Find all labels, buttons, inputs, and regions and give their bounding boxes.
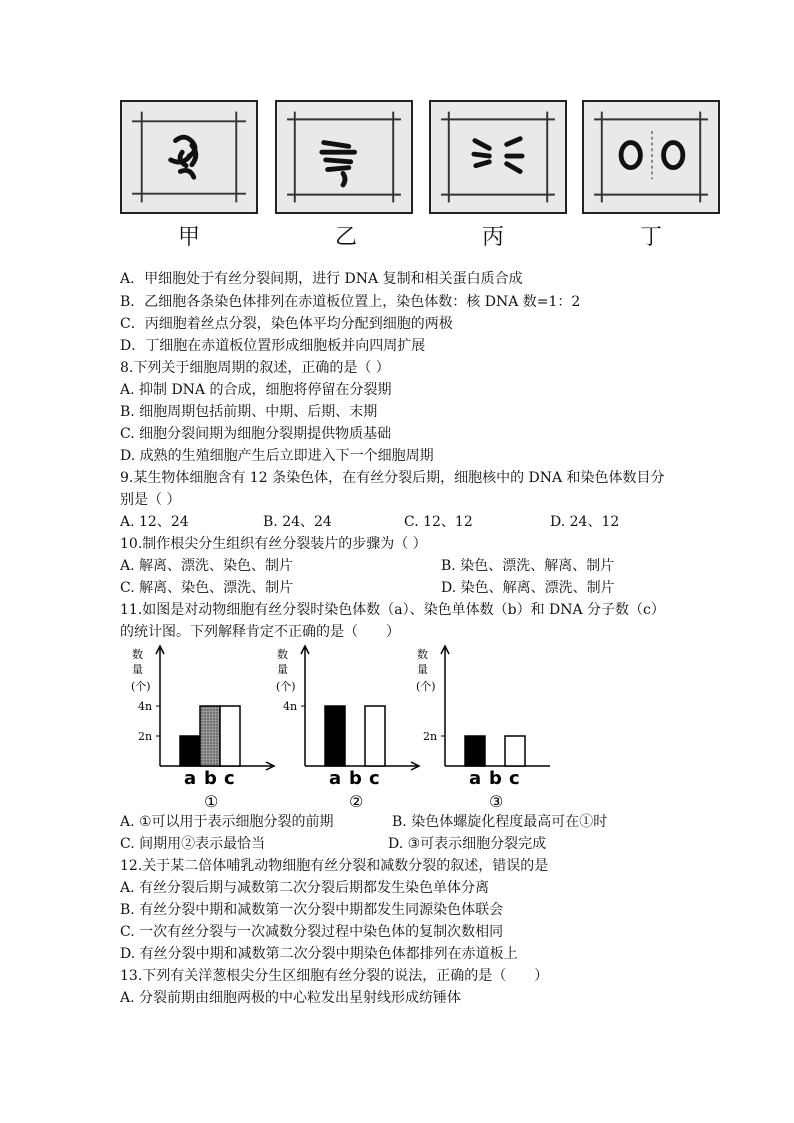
q9-option-c: C. 12、12: [404, 514, 473, 530]
q7-option-d: D．丁细胞在赤道板位置形成细胞板并向四周扩展: [120, 338, 426, 354]
q10-option-b: B. 染色、漂洗、解离、制片: [441, 558, 615, 574]
q8-option-d: D. 成熟的生殖细胞产生后立即进入下一个细胞周期: [120, 448, 434, 464]
q10-option-a: A. 解离、漂洗、染色、制片: [120, 558, 294, 574]
chart-ytick-label: 2n: [423, 730, 438, 743]
chart-bar: [505, 736, 525, 766]
chart-bar: [325, 706, 345, 766]
q10-stem: 10.制作根尖分生组织有丝分裂装片的步骤为（ ）: [120, 536, 427, 552]
chart-ytick-label: 4n: [138, 700, 153, 713]
chart-bar: [180, 736, 200, 766]
q9-option-b: B. 24、24: [263, 514, 332, 530]
q11-charts: [120, 640, 550, 810]
q11-option-b: B. 染色体螺旋化程度最高可在①时: [392, 814, 608, 830]
q8-option-c: C. 细胞分裂间期为细胞分裂期提供物质基础: [120, 426, 392, 442]
chart-category-label: a: [184, 768, 197, 789]
chart-ylabel: (个): [131, 680, 151, 693]
chart-category-label: c: [509, 768, 520, 789]
chart-bar: [200, 706, 220, 766]
q12-option-d: D. 有丝分裂中期和减数第二次分裂中期染色体都排列在赤道板上: [120, 946, 518, 962]
cell-label-bing: 丙: [482, 225, 505, 250]
q12-option-b: B. 有丝分裂中期和减数第一次分裂中期都发生同源染色体联会: [120, 902, 504, 918]
cell-label-ding: 丁: [640, 225, 663, 250]
q8-option-b: B. 细胞周期包括前期、中期、后期、末期: [120, 404, 378, 420]
q10-option-d: D. 染色、解离、漂洗、制片: [441, 580, 615, 596]
chart-category-label: a: [329, 768, 342, 789]
chart-ylabel: 量: [132, 663, 143, 676]
cell-image-ding: [582, 100, 720, 214]
q11-chart-svg: [120, 640, 550, 810]
q7-option-a: A．甲细胞处于有丝分裂间期，进行 DNA 复制和相关蛋白质合成: [120, 271, 523, 287]
q11-stem-line2: 的统计图。下列解释肯定不正确的是（ ）: [120, 624, 400, 640]
q12-option-c: C. 一次有丝分裂与一次减数分裂过程中染色体的复制次数相同: [120, 924, 504, 940]
q9-stem-line1: 9.某生物体细胞含有 12 条染色体，在有丝分裂后期，细胞核中的 DNA 和染色体数目分: [120, 470, 665, 486]
q9-option-d: D. 24、12: [550, 514, 620, 530]
chart-ylabel: 数: [417, 648, 428, 661]
q11-stem-line1: 11.如图是对动物细胞有丝分裂时染色体数（a）、染色单体数（b）和 DNA 分子数（c）: [120, 602, 665, 618]
chart-category-label: c: [224, 768, 235, 789]
chart-bar: [465, 736, 485, 766]
chart-ylabel: 数: [132, 648, 143, 661]
cell-image-yi: [275, 100, 413, 214]
q11-option-d: D. ③可表示细胞分裂完成: [388, 836, 547, 852]
q7-option-b: B．乙细胞各条染色体排列在赤道板位置上，染色体数：核 DNA 数=1：2: [120, 294, 581, 310]
chart-category-label: b: [349, 768, 362, 789]
chart-ytick-label: 2n: [138, 730, 153, 743]
chart-category-label: b: [489, 768, 502, 789]
q8-option-a: A. 抑制 DNA 的合成，细胞将停留在分裂期: [120, 382, 392, 398]
q9-stem-line2: 别是（ ）: [120, 492, 181, 508]
chart-ylabel: 量: [417, 663, 428, 676]
chart-category-label: c: [369, 768, 380, 789]
chart-category-label: a: [469, 768, 482, 789]
cell-micrographs: [120, 100, 720, 218]
chart-ylabel: (个): [276, 680, 296, 693]
q10-option-c: C. 解离、染色、漂洗、制片: [120, 580, 294, 596]
chart-ytick-label: 4n: [283, 700, 298, 713]
chart-number-label: ①: [204, 792, 219, 810]
chart-bar: [365, 706, 385, 766]
cell-image-jia: [120, 100, 258, 214]
q11-option-c: C. 间期用②表示最恰当: [120, 836, 266, 852]
q11-option-a: A. ①可以用于表示细胞分裂的前期: [120, 814, 334, 830]
cell-label-jia: 甲: [178, 225, 201, 250]
chart-bar: [220, 706, 240, 766]
cell-image-bing: [429, 100, 567, 214]
q9-option-a: A. 12、24: [120, 514, 189, 530]
q7-option-c: C．丙细胞着丝点分裂，染色体平均分配到细胞的两极: [120, 316, 453, 332]
chart-category-label: b: [204, 768, 217, 789]
chart-ylabel: (个): [416, 680, 436, 693]
chart-number-label: ②: [349, 792, 364, 810]
q13-option-a: A. 分裂前期由细胞两极的中心粒发出星射线形成纺锤体: [120, 990, 462, 1006]
q8-stem: 8.下列关于细胞周期的叙述，正确的是（ ）: [120, 360, 390, 376]
chart-ylabel: 数: [277, 648, 288, 661]
chart-number-label: ③: [489, 792, 504, 810]
q13-stem: 13.下列有关洋葱根尖分生区细胞有丝分裂的说法，正确的是（ ）: [120, 968, 549, 984]
q12-option-a: A. 有丝分裂后期与减数第二次分裂后期都发生染色单体分离: [120, 880, 490, 896]
chart-ylabel: 量: [277, 663, 288, 676]
q12-stem: 12.关于某二倍体哺乳动物细胞有丝分裂和减数分裂的叙述，错误的是: [120, 858, 549, 874]
cell-label-yi: 乙: [335, 225, 358, 250]
